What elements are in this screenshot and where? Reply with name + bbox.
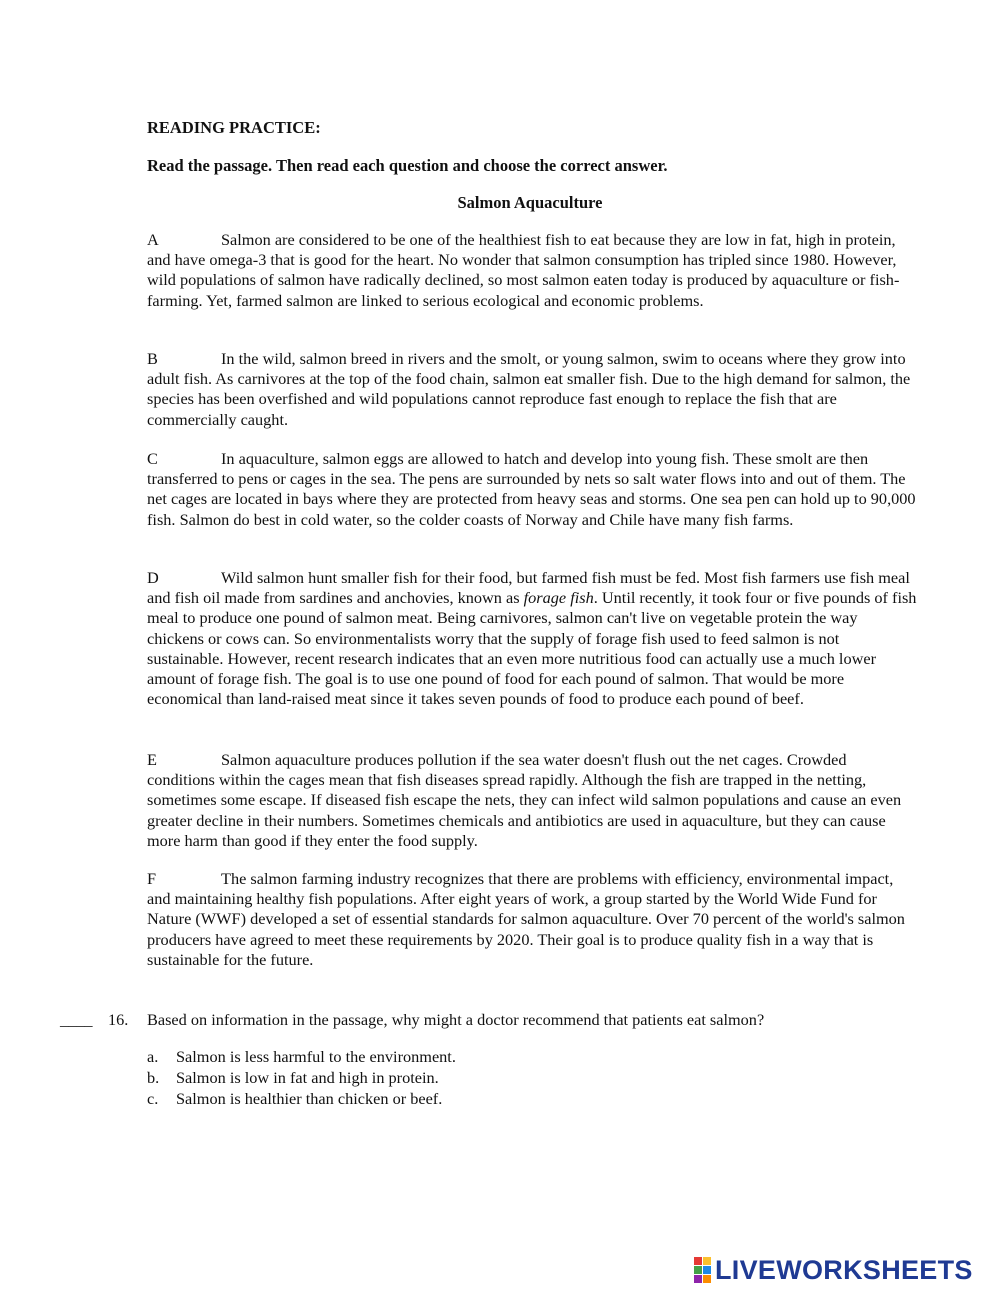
paragraph-text: In the wild, salmon breed in rivers and the smolt, or young salmon, swim to oceans where they grow into adult fish. As carnivores at the top of the food chain, salmon eat smaller fish. Due to the high demand for salmon, the species has been overfished and wild populations cannot reproduce fast enough to replace the fish that are commercially caught. [147,349,911,429]
logo-mark-cell [703,1266,711,1274]
logo-mark-cell [694,1275,702,1283]
option-c[interactable] [147,1088,456,1109]
logo-mark-cell [694,1257,702,1265]
option-letter: b. [147,1068,160,1087]
paragraph-text: Salmon aquaculture produces pollution if the sea water doesn't flush out the net cages. Crowded conditions within the cages mean that fish diseases spread rapidly. Although the fish are trapped in the netting, sometimes some escape. If diseased fish escape the nets, they can infect wild salmon populations and cause an even greater decline in their numbers. Sometimes chemicals and antibiotics are used in aquaculture, but they can cause more harm than good if they enter the food supply. [147,750,902,850]
paragraph-letter: F [147,869,157,888]
paragraph-text-before: Wild salmon hunt smaller fish for their food, but farmed fish must be fed. Most fish farmers use fish meal and fish oil made from sardines and anchovies, known as [147,568,910,608]
paragraph-letter: D [147,568,159,587]
paragraph-a [147,230,917,311]
logo-text: LIVEWORKSHEETS [715,1255,973,1285]
option-a[interactable] [147,1046,456,1067]
option-text: Salmon is healthier than chicken or beef. [176,1089,443,1108]
logo-mark-cell [694,1266,702,1274]
paragraph-text: In aquaculture, salmon eggs are allowed to hatch and develop into young fish. These smolt are then transferred to pens or cages in the sea. The pens are surrounded by nets so salt water flows into and out of them. The net cages are located in bays where they are protected from heavy seas and storms. One sea pen can hold up to 90,000 fish. Salmon do best in cold water, so the colder coasts of Norway and Chile have many fish farms. [147,449,916,529]
paragraph-d [147,568,917,709]
paragraph-text-after: . Until recently, it took four or five pounds of fish meal to produce one pound of salmon meat. Being carnivores, salmon can't live on vegetable protein the way chickens or cows can. So environmentalists worry that the supply of forage fish used to feed salmon is not sustainable. However, recent research indicates that an even more nutritious food can actually use a much lower amount of forage fish. The goal is to use one pound of food for each pound of salmon. That would be more economical than land-raised meat since it takes seven pounds of food to produce each pound of beef. [147,588,917,709]
option-text: Salmon is low in fat and high in protein. [176,1068,439,1087]
option-text: Salmon is less harmful to the environment. [176,1047,456,1066]
paragraph-f [147,869,917,970]
paragraph-emphasis: forage fish [523,588,594,608]
option-letter: c. [147,1089,159,1108]
paragraph-c [147,449,917,530]
passage-title: Salmon Aquaculture [457,193,603,212]
paragraph-letter: A [147,230,159,249]
paragraph-b [147,349,917,430]
paragraph-text: Salmon are considered to be one of the healthiest fish to eat because they are low in fat, high in protein, and have omega-3 that is good for the heart. No wonder that salmon consumption has tripled since 1980. However, wild populations of salmon have radically declined, so most salmon eaten today is produced by aquaculture or fish-farming. Yet, farmed salmon are linked to serious ecological and economic problems. [147,230,900,310]
logo-mark-icon [694,1257,711,1283]
paragraph-letter: B [147,349,158,368]
option-b[interactable] [147,1067,456,1088]
question-number: 16. [108,1010,129,1029]
question-16 [60,1010,960,1030]
question-text: Based on information in the passage, why might a doctor recommend that patients eat salmon? [147,1010,765,1029]
answer-options [147,1046,456,1109]
paragraph-letter: E [147,750,157,769]
instructions-heading: Read the passage. Then read each question and choose the correct answer. [147,156,668,175]
paragraph-letter: C [147,449,158,468]
logo-mark-cell [703,1257,711,1265]
section-heading: READING PRACTICE: [147,118,321,137]
liveworksheets-logo[interactable] [694,1255,990,1285]
logo-mark-cell [703,1275,711,1283]
paragraph-e [147,750,917,851]
paragraph-text: The salmon farming industry recognizes that there are problems with efficiency, environmental impact, and maintaining healthy fish populations. After eight years of work, a group started by the World Wide Fund for Nature (WWF) developed a set of essential standards for salmon aquaculture. Over 70 percent of the world's salmon producers have agreed to meet these requirements by 2020. Their goal is to produce quality fish in a way that is sustainable for the future. [147,869,905,969]
answer-blank[interactable]: ____ [60,1010,93,1029]
option-letter: a. [147,1047,159,1066]
